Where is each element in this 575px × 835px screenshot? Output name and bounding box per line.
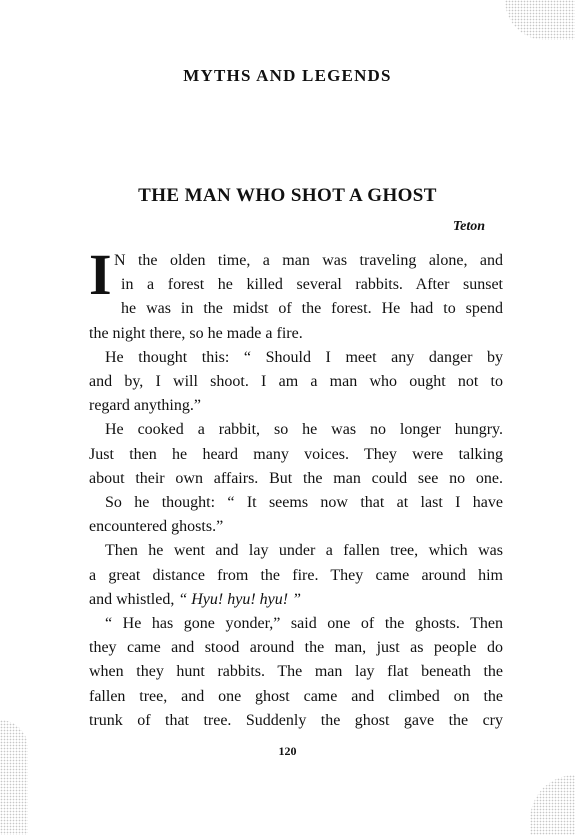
- paragraph-6: [89, 612, 503, 733]
- page-number: 120: [278, 744, 297, 758]
- text-line: they came and stood around the man, just as people do: [89, 639, 503, 657]
- text-line: encountered ghosts.”: [89, 518, 224, 536]
- story-title: THE MAN WHO SHOT A GHOST: [138, 185, 437, 206]
- running-head: MYTHS AND LEGENDS: [183, 66, 392, 85]
- paragraph-5: [89, 539, 503, 612]
- scan-speckle-bottom-right: [530, 775, 575, 835]
- text-line: He thought this: “ Should I meet any danger by: [105, 348, 503, 366]
- story-body: [89, 242, 503, 733]
- scan-speckle-top-right: [505, 0, 575, 40]
- text-line: trunk of that tree. Suddenly the ghost gave the cry: [89, 711, 503, 729]
- text-line: a great distance from the fire. They came around him: [89, 566, 503, 584]
- ghost-whistle-italic: “ Hyu! hyu! hyu! ”: [178, 590, 301, 608]
- text-line: regard anything.”: [89, 397, 201, 415]
- text-line: he was in the midst of the forest. He had to spend: [121, 300, 503, 318]
- text-line: “ He has gone yonder,” said one of the ghosts. Then: [105, 615, 503, 633]
- text-line: N the olden time, a man was traveling alone, and: [114, 252, 503, 269]
- text-line: So he thought: “ It seems now that at last I have: [105, 494, 503, 512]
- paragraph-2: [89, 346, 503, 419]
- text-line: Just then he heard many voices. They were talking: [89, 445, 503, 463]
- paragraph-1: [89, 242, 503, 346]
- text-line: He cooked a rabbit, so he was no longer hungry.: [105, 421, 503, 439]
- paragraph-3: [89, 418, 503, 491]
- tribe-attribution: Teton: [452, 219, 485, 234]
- text-line: about their own affairs. But the man could see no one.: [89, 469, 503, 487]
- text-line: Then he went and lay under a fallen tree, which was: [105, 542, 503, 560]
- text-line: and by, I will shoot. I am a man who ought not to: [89, 373, 503, 391]
- paragraph-4: [89, 491, 503, 539]
- text-line: when they hunt rabbits. The man lay flat beneath the: [89, 663, 503, 681]
- text-line: the night there, so he made a fire.: [89, 324, 303, 342]
- text-line: in a forest he killed several rabbits. After sunset: [121, 276, 503, 294]
- text-line-prefix: and whistled,: [89, 590, 179, 608]
- drop-cap: I: [89, 242, 112, 307]
- text-line: fallen tree, and one ghost came and climbed on the: [89, 687, 503, 705]
- scan-speckle-bottom-left: [0, 720, 28, 835]
- text-line: [89, 588, 503, 612]
